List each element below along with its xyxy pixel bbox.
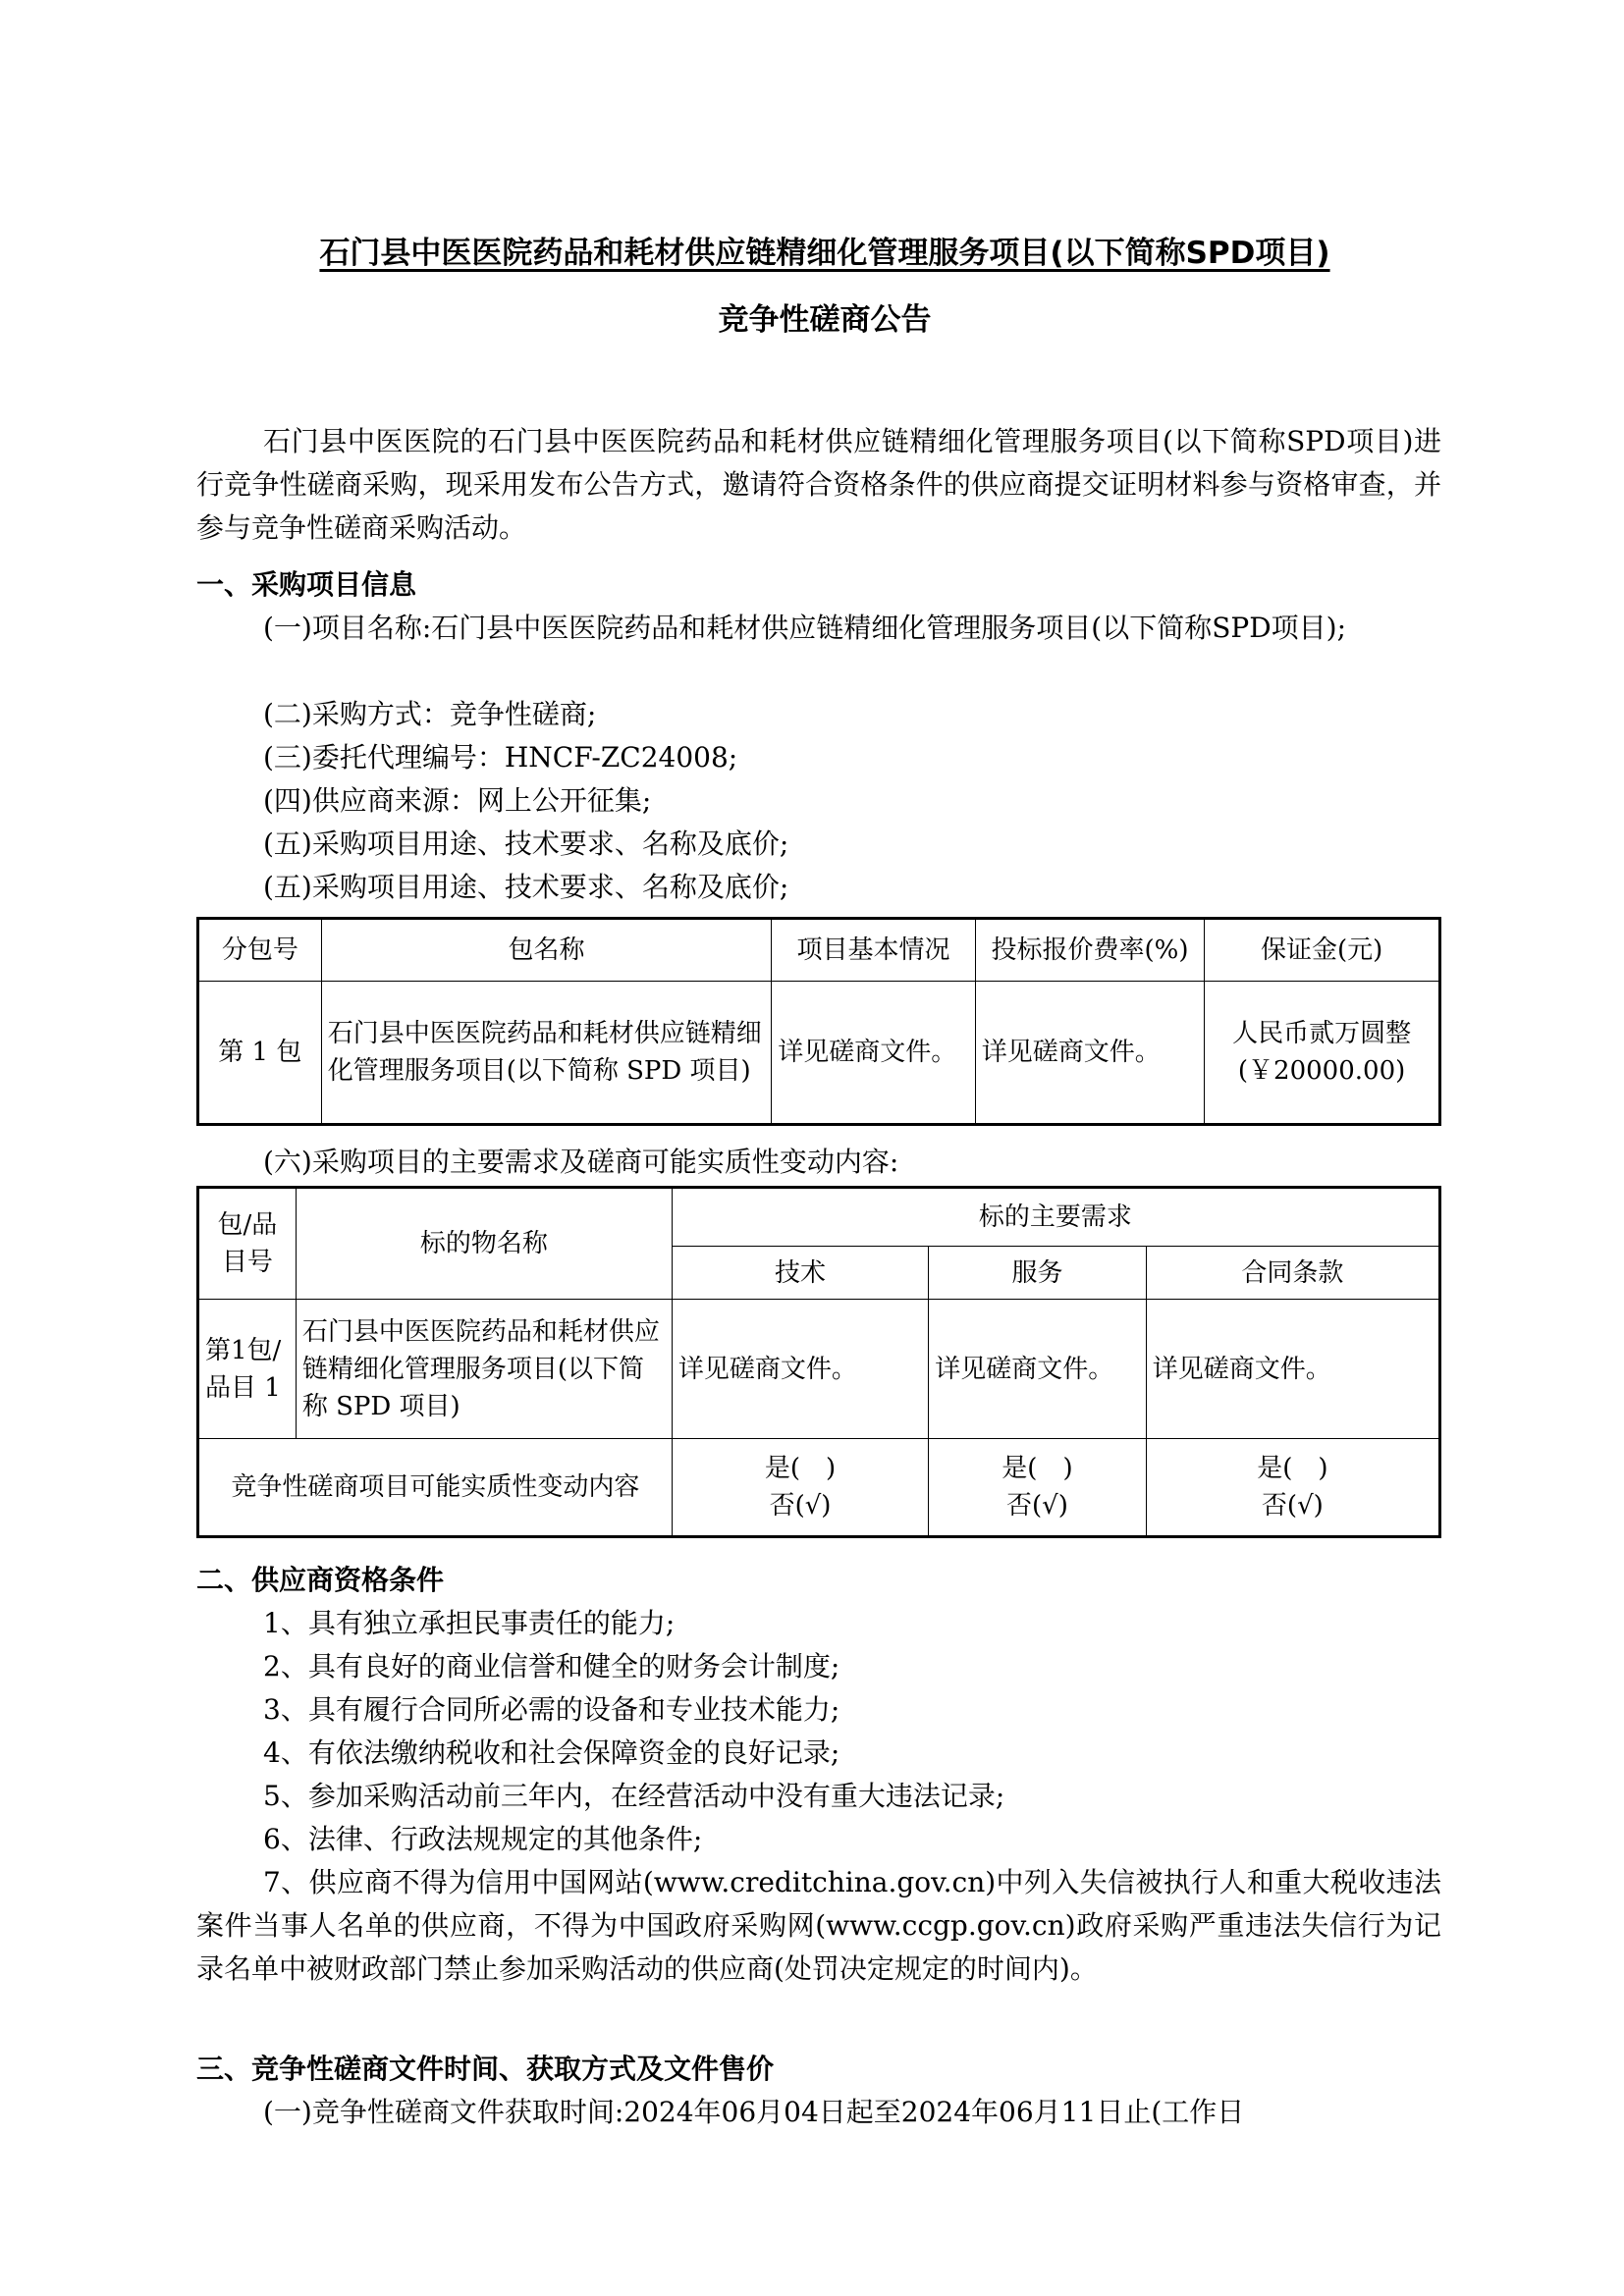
cell-package-no: 第 1 包	[198, 982, 322, 1125]
cell-service: 详见磋商文件。	[929, 1300, 1147, 1439]
section1-item3: (三)委托代理编号：HNCF-ZC24008;	[263, 741, 738, 774]
header-deposit: 保证金(元)	[1205, 919, 1440, 982]
intro-paragraph: 石门县中医医院的石门县中医医院药品和耗材供应链精细化管理服务项目(以下简称SPD项目)进行竞争性磋商采购，现采用发布公告方式，邀请符合资格条件的供应商提交证明材料参与资格审查，并参与竞争性磋商采购活动。	[196, 425, 1441, 544]
option-yes: 是( )	[1257, 1454, 1328, 1483]
table-row	[198, 1439, 1440, 1537]
package-table-header	[198, 919, 1440, 982]
header-package-name: 包名称	[321, 919, 772, 982]
qualification-item-2: 2、具有良好的商业信誉和健全的财务会计制度;	[263, 1650, 840, 1682]
section1-item5b: (五)采购项目用途、技术要求、名称及底价;	[263, 871, 789, 903]
cell-package-name: 石门县中医医院药品和耗材供应链精细化管理服务项目(以下简称 SPD 项目)	[321, 982, 772, 1125]
cell-contract-terms: 详见磋商文件。	[1146, 1300, 1439, 1439]
package-table	[196, 917, 1441, 1126]
section3-heading: 三、竞争性磋商文件时间、获取方式及文件售价	[196, 2053, 775, 2085]
cell-technology: 详见磋商文件。	[672, 1300, 928, 1439]
table-row	[198, 1300, 1440, 1439]
header-rate: 投标报价费率(%)	[975, 919, 1204, 982]
cell-change-technology	[672, 1439, 928, 1537]
header-contract-terms: 合同条款	[1146, 1247, 1439, 1300]
section1-item5a: (五)采购项目用途、技术要求、名称及底价;	[263, 828, 789, 860]
header-package-no: 分包号	[198, 919, 322, 982]
cell-change-label: 竞争性磋商项目可能实质性变动内容	[198, 1439, 673, 1537]
requirements-table	[196, 1186, 1441, 1538]
qualification-item-5: 5、参加采购活动前三年内，在经营活动中没有重大违法记录;	[263, 1780, 1005, 1812]
cell-subject: 石门县中医医院药品和耗材供应链精细化管理服务项目(以下简称 SPD 项目)	[296, 1300, 672, 1439]
section1-item4: (四)供应商来源：网上公开征集;	[263, 784, 652, 817]
cell-change-contract	[1146, 1439, 1439, 1537]
section2-heading: 二、供应商资格条件	[196, 1564, 445, 1596]
option-no: 否(√)	[1006, 1491, 1068, 1521]
document-subtitle: 竞争性磋商公告	[718, 302, 932, 338]
qualification-item-1: 1、具有独立承担民事责任的能力;	[263, 1607, 676, 1639]
section1-item2: (二)采购方式：竞争性磋商;	[263, 698, 597, 730]
header-basic-info: 项目基本情况	[772, 919, 975, 982]
option-yes: 是( )	[764, 1454, 837, 1483]
header-package-item: 包/品目号	[198, 1188, 297, 1300]
cell-change-service	[929, 1439, 1147, 1537]
header-subject: 标的物名称	[296, 1188, 672, 1300]
table-row	[198, 982, 1440, 1125]
header-service: 服务	[929, 1247, 1147, 1300]
qualification-item-4: 4、有依法缴纳税收和社会保障资金的良好记录;	[263, 1736, 840, 1769]
section1-item1: (一)项目名称:石门县中医医院药品和耗材供应链精细化管理服务项目(以下简称SPD项目);	[263, 612, 1347, 644]
option-no: 否(√)	[769, 1491, 832, 1521]
cell-package-item: 第1包/品目 1	[198, 1300, 297, 1439]
document-title: 石门县中医医院药品和耗材供应链精细化管理服务项目(以下简称SPD项目)	[319, 236, 1330, 271]
qualification-item-3: 3、具有履行合同所必需的设备和专业技术能力;	[263, 1693, 840, 1726]
section1-item6: (六)采购项目的主要需求及磋商可能实质性变动内容:	[263, 1146, 899, 1178]
deposit-amount-text: 人民币贰万圆整	[1232, 1019, 1412, 1048]
header-main-requirements: 标的主要需求	[672, 1188, 1439, 1247]
cell-deposit	[1205, 982, 1440, 1125]
option-yes: 是( )	[1001, 1454, 1073, 1483]
option-no: 否(√)	[1261, 1491, 1324, 1521]
section1-heading: 一、采购项目信息	[196, 568, 417, 601]
qualification-item-7: 7、供应商不得为信用中国网站(www.creditchina.gov.cn)中列入失信被执行人和重大税收违法案件当事人名单的供应商，不得为中国政府采购网(www.ccgp.gov.cn)政府采购严重违法失信行为记录名单中被财政部门禁止参加采购活动的供应商(处罚决定规定的时间内)。	[196, 1866, 1441, 1985]
section3-item1: (一)竞争性磋商文件获取时间:2024年06月04日起至2024年06月11日止(工作日	[263, 2096, 1245, 2128]
cell-rate: 详见磋商文件。	[975, 982, 1204, 1125]
qualification-item-6: 6、法律、行政法规规定的其他条件;	[263, 1823, 703, 1855]
deposit-amount-number: (￥20000.00)	[1237, 1056, 1406, 1086]
header-technology: 技术	[672, 1247, 928, 1300]
cell-basic-info: 详见磋商文件。	[772, 982, 975, 1125]
